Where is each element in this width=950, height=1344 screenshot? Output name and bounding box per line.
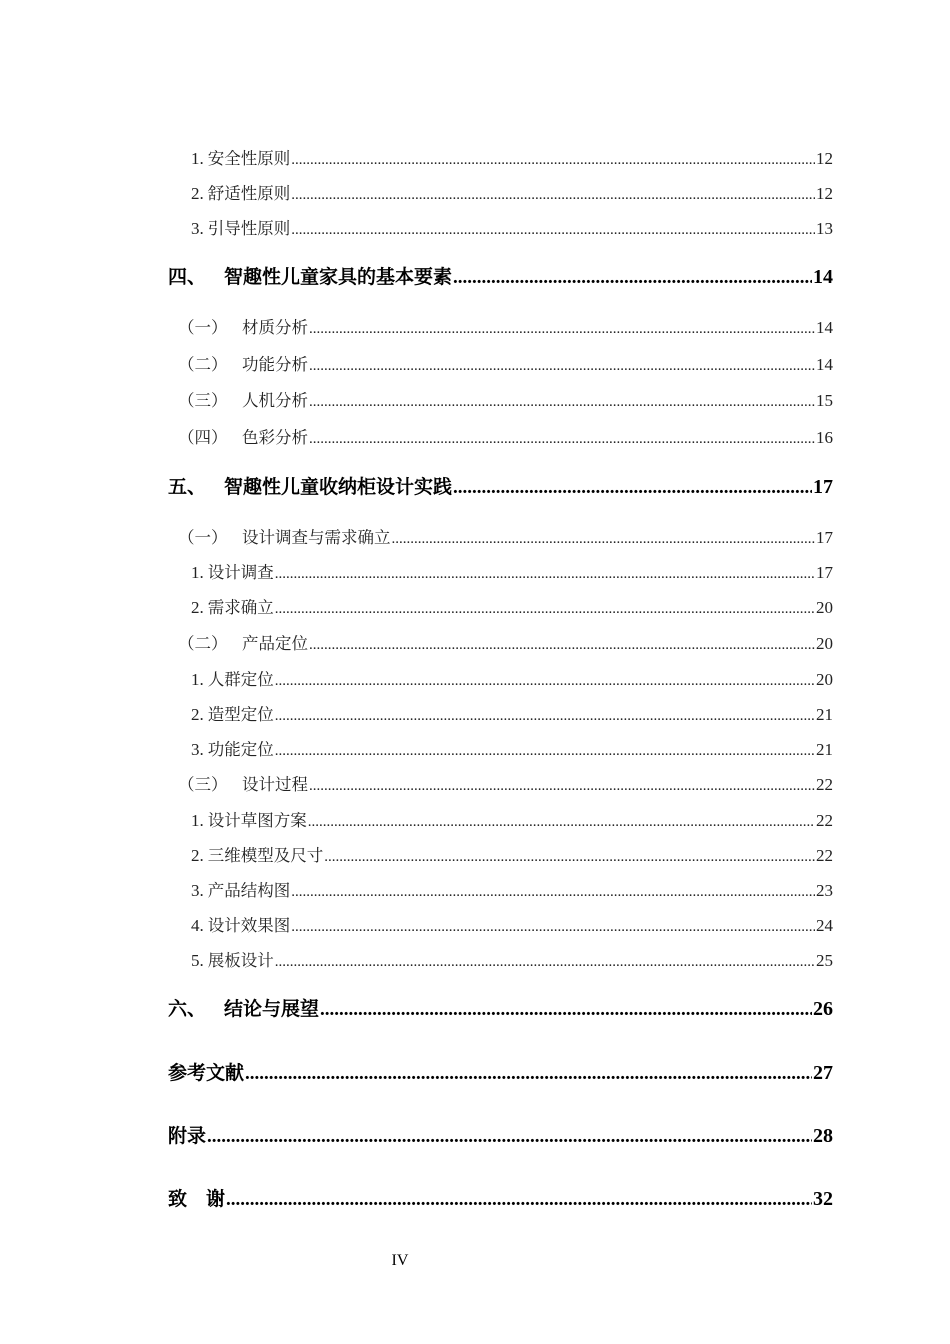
toc-chapter-title: 智趣性儿童家具的基本要素 [224, 266, 453, 288]
toc-entry-page: 13 [816, 219, 833, 238]
page-number: IV [391, 1252, 409, 1269]
toc-entry-title: 功能定位 [207, 740, 274, 759]
toc-entry[interactable] [168, 594, 833, 618]
toc-entry-title: 安全性原则 [207, 149, 291, 168]
toc-section-number: （一） [178, 528, 228, 547]
dot-leader [275, 951, 815, 971]
toc-chapter-title: 结论与展望 [224, 998, 320, 1020]
dot-leader [309, 391, 815, 411]
toc-entry-title: 设计调查 [207, 563, 274, 582]
dot-leader [291, 219, 815, 239]
toc-section-page: 14 [816, 355, 833, 374]
toc-entry-number: 2. [191, 598, 204, 617]
toc-section-number: （二） [178, 634, 228, 653]
toc-entry-page: 12 [816, 184, 833, 203]
dot-leader [309, 428, 815, 448]
toc-entry-title: 引导性原则 [207, 219, 291, 238]
toc-chapter-title: 附录 [168, 1125, 207, 1147]
toc-entry[interactable] [168, 701, 833, 725]
toc-section-page: 17 [816, 528, 833, 547]
toc-entry[interactable] [168, 145, 833, 169]
toc-entry-title: 造型定位 [207, 705, 274, 724]
toc-section[interactable] [168, 630, 833, 654]
toc-chapter-page: 14 [813, 266, 833, 288]
toc-entry-page: 23 [816, 881, 833, 900]
toc-entry-page: 21 [816, 740, 833, 759]
toc-entry-number: 1. [191, 563, 204, 582]
toc-chapter-page: 28 [813, 1125, 833, 1147]
toc-entry-title: 三维模型及尺寸 [207, 846, 324, 865]
toc-chapter-page: 17 [813, 476, 833, 498]
toc-chapter[interactable] [168, 472, 833, 499]
toc-entry-number: 4. [191, 916, 204, 935]
toc-entry[interactable] [168, 559, 833, 583]
toc-section[interactable] [168, 314, 833, 338]
toc-section-title: 人机分析 [242, 391, 308, 410]
toc-section-page: 16 [816, 428, 833, 447]
toc-chapter[interactable] [168, 262, 833, 289]
toc-entry-number: 1. [191, 670, 204, 689]
toc-chapter-appendix[interactable] [168, 1121, 833, 1148]
toc-section-page: 14 [816, 318, 833, 337]
toc-entry[interactable] [168, 666, 833, 690]
toc-chapter-number: 四、 [168, 266, 207, 288]
toc-entry[interactable] [168, 842, 833, 866]
toc-section[interactable] [168, 771, 833, 795]
toc-section-number: （三） [178, 391, 228, 410]
toc-entry-number: 1. [191, 149, 204, 168]
toc-entry-page: 21 [816, 705, 833, 724]
toc-entry-page: 20 [816, 670, 833, 689]
toc-section[interactable] [168, 387, 833, 411]
dot-leader [226, 1188, 812, 1211]
toc-section-number: （二） [178, 355, 228, 374]
toc-entry[interactable] [168, 736, 833, 760]
toc-entry-number: 3. [191, 219, 204, 238]
toc-section-page: 15 [816, 391, 833, 410]
toc-entry-title: 设计效果图 [207, 916, 291, 935]
toc-entry-title: 舒适性原则 [207, 184, 291, 203]
toc-entry-number: 3. [191, 881, 204, 900]
toc-chapter-page: 26 [813, 998, 833, 1020]
toc-section-number: （四） [178, 428, 228, 447]
toc-chapter[interactable] [168, 994, 833, 1021]
dot-leader [275, 563, 815, 583]
toc-section-title: 材质分析 [242, 318, 308, 337]
toc-chapter-title: 致 谢 [168, 1188, 226, 1210]
dot-leader [207, 1125, 812, 1148]
toc-entry-page: 12 [816, 149, 833, 168]
toc-entry-page: 22 [816, 846, 833, 865]
toc-section-page: 22 [816, 775, 833, 794]
toc-section-number: （一） [178, 318, 228, 337]
toc-section-title: 设计调查与需求确立 [242, 528, 391, 547]
toc-entry-title: 设计草图方案 [207, 811, 307, 830]
dot-leader [453, 476, 812, 499]
toc-entry[interactable] [168, 180, 833, 204]
toc-entry-number: 2. [191, 184, 204, 203]
toc-chapter-number: 五、 [168, 476, 207, 498]
toc-entry-page: 25 [816, 951, 833, 970]
dot-leader [291, 149, 815, 169]
toc-section-title: 产品定位 [242, 634, 308, 653]
toc-section-title: 功能分析 [242, 355, 308, 374]
toc-section-page: 20 [816, 634, 833, 653]
toc-entry[interactable] [168, 215, 833, 239]
dot-leader [392, 528, 816, 548]
toc-entry-number: 2. [191, 705, 204, 724]
toc-entry[interactable] [168, 807, 833, 831]
dot-leader [275, 598, 815, 618]
toc-section-title: 设计过程 [242, 775, 308, 794]
dot-leader [320, 998, 812, 1021]
toc-chapter-title: 智趣性儿童收纳柜设计实践 [224, 476, 453, 498]
toc-entry-title: 产品结构图 [207, 881, 291, 900]
dot-leader [291, 916, 815, 936]
dot-leader [309, 775, 815, 795]
toc-entry-title: 人群定位 [207, 670, 274, 689]
dot-leader [309, 355, 815, 375]
toc-entry[interactable] [168, 947, 833, 971]
toc-chapter-acknowledgements[interactable] [168, 1184, 833, 1211]
toc-entry-number: 1. [191, 811, 204, 830]
toc-section[interactable] [168, 424, 833, 448]
toc-entry[interactable] [168, 912, 833, 936]
toc-section-number: （三） [178, 775, 228, 794]
toc-section-title: 色彩分析 [242, 428, 308, 447]
toc-section[interactable] [168, 524, 833, 548]
dot-leader [309, 634, 815, 654]
toc-chapter-references[interactable] [168, 1058, 833, 1085]
toc-entry-number: 5. [191, 951, 204, 970]
toc-chapter-number: 六、 [168, 998, 207, 1020]
dot-leader [245, 1062, 812, 1085]
toc-entry-page: 17 [816, 563, 833, 582]
dot-leader [275, 705, 815, 725]
dot-leader [324, 846, 815, 866]
toc-entry-title: 需求确立 [207, 598, 274, 617]
dot-leader [453, 266, 812, 289]
toc-chapter-page: 27 [813, 1062, 833, 1084]
toc-chapter-page: 32 [813, 1188, 833, 1210]
toc-entry-page: 24 [816, 916, 833, 935]
dot-leader [291, 881, 815, 901]
toc-section[interactable] [168, 351, 833, 375]
toc-entry-page: 20 [816, 598, 833, 617]
toc-entry-number: 2. [191, 846, 204, 865]
dot-leader [275, 670, 815, 690]
dot-leader [275, 740, 815, 760]
toc-entry-number: 3. [191, 740, 204, 759]
toc-entry-title: 展板设计 [207, 951, 274, 970]
toc-entry[interactable] [168, 877, 833, 901]
dot-leader [309, 318, 815, 338]
toc-entry-page: 22 [816, 811, 833, 830]
toc-chapter-title: 参考文献 [168, 1062, 245, 1084]
dot-leader [308, 811, 815, 831]
dot-leader [291, 184, 815, 204]
